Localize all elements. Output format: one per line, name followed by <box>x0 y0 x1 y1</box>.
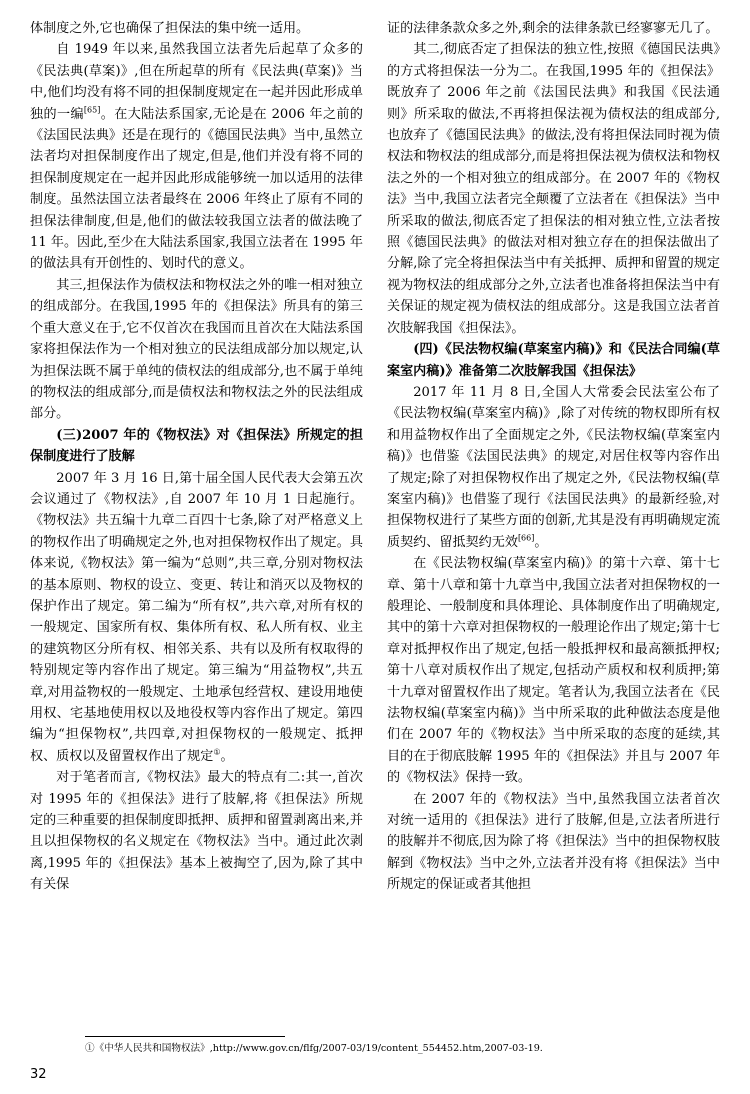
body-paragraph: 对于笔者而言,《物权法》最大的特点有二:其一,首次对 1995 年的《担保法》进行了肢解,将《担保法》所规定的三种重要的担保制度即抵押、质押和留置剥离出来,并且以担保物权的名义规定在《物权法》当中。通过此次剥离,1995 年的《担保法》基本上被掏空了,因为,除了其中有关保 <box>30 770 363 893</box>
right-text-column <box>387 18 720 1028</box>
section-heading: (四)《民法物权编(草案室内稿)》和《民法合同编(草案室内稿)》准备第二次肢解我国《担保法》 <box>387 342 720 379</box>
left-text-column <box>30 18 363 1028</box>
body-paragraph: 2017 年 11 月 8 日,全国人大常委会民法室公布了《民法物权编(草案室内稿)》,除了对传统的物权即所有权和用益物权作出了全面规定之外,《民法物权编(草案室内稿)》也借鉴《法国民法典》的规定,对居住权等内容作出了规定;除了对担保物权作出了规定之外,《民法物权编(草案室内稿)》也借鉴了现行《法国民法典》的最新经验,对担保物权进行了某些方面的创新,尤其是没有再明确规定流质契约、留抵契约无效[66]。 <box>387 384 720 550</box>
footnote-divider <box>85 1036 285 1037</box>
footnote-text: ①《中华人民共和国物权法》,http://www.gov.cn/flfg/2007-03/19/content_554452.htm,2007-03-19. <box>85 1043 543 1054</box>
body-paragraph: 2007 年 3 月 16 日,第十届全国人民代表大会第五次会议通过了《物权法》,自 2007 年 10 月 1 日起施行。《物权法》共五编十九章二百四十七条,除了对严格意义上的物权作出了明确规定之外,也对担保物权作出了规定。具体来说,《物权法》第一编为“总则”,共三章,分别对物权法的基本原则、物权的设立、变更、转让和消灭以及物权的保护作出了规定。第二编为“所有权”,共六章,对所有权的一般规定、国家所有权、集体所有权、私人所有权、业主的建筑物区分所有权、相邻关系、共有以及所有权取得的特别规定等内容作出了规定。第三编为“用益物权”,共五章,对用益物权的一般规定、土地承包经营权、建设用地使用权、宅基地使用权以及地役权等内容作出了规定。第四编为“担保物权”,共四章,对担保物权的一般规定、抵押权、质权以及留置权作出了规定①。 <box>30 470 363 764</box>
body-paragraph: 自 1949 年以来,虽然我国立法者先后起草了众多的《民法典(草案)》,但在所起草的所有《民法典(草案)》当中,他们均没有将不同的担保制度规定在一起并因此形成单独的一编[65]。在大陆法系国家,无论是在 2006 年之前的《法国民法典》还是在现行的《德国民法典》当中,虽然立法者均对担保制度作出了规定,但是,他们并没有将不同的担保制度规定在一起并因此形成能够统一加以适用的法律制度。虽然法国立法者最终在 2006 年终止了原有不同的担保法律制度,但是,他们的做法较我国立法者的做法晚了 11 年。因此,至少在大陆法系国家,我国立法者在 1995 年的做法具有开创性的、划时代的意义。 <box>30 42 363 272</box>
body-paragraph: 其二,彻底否定了担保法的独立性,按照《德国民法典》的方式将担保法一分为二。在我国,1995 年的《担保法》既放弃了 2006 年之前《法国民法典》和我国《民法通则》所采取的做法,不再将担保法视为债权法的组成部分,也放弃了《德国民法典》的做法,没有将担保法同时视为债权法和物权法的组成部分,而是将担保法视为债权法和物权法之外的一个相对独立的组成部分。在 2007 年的《物权法》当中,我国立法者完全颠覆了立法者在《担保法》当中所采取的做法,彻底否定了担保法的相对独立性,立法者按照《德国民法典》的做法对相对独立存在的担保法做出了分解,除了完全将担保法当中有关抵押、质押和留置的规定视为物权法的组成部分之外,立法者也准备将担保法当中有关保证的规定视为债权法的组成部分。这是我国立法者首次肢解我国《担保法》。 <box>387 42 720 336</box>
section-heading: (三)2007 年的《物权法》对《担保法》所规定的担保制度进行了肢解 <box>30 427 363 465</box>
footnote-area <box>30 1036 720 1056</box>
body-paragraph: 在 2007 年的《物权法》当中,虽然我国立法者首次对统一适用的《担保法》进行了肢解,但是,立法者所进行的肢解并不彻底,因为除了将《担保法》当中的担保物权肢解到《物权法》当中之外,立法者并没有将《担保法》当中所规定的保证或者其他担 <box>387 791 720 893</box>
body-paragraph: 体制度之外,它也确保了担保法的集中统一适用。 <box>30 21 310 36</box>
page-number: 32 <box>30 1067 47 1082</box>
body-paragraph: 在《民法物权编(草案室内稿)》的第十六章、第十七章、第十八章和第十九章当中,我国立法者对担保物权的一般理论、一般制度和具体理论、具体制度作出了明确规定,其中的第十六章对担保物权的一般理论作出了规定;第十七章对抵押权作出了规定,包括一般抵押权和最高额抵押权;第十八章对质权作出了规定,包括动产质权和权利质押;第十九章对留置权作出了规定。笔者认为,我国立法者在《民法物权编(草案室内稿)》当中所采取的此种做法态度是他们在 2007 年的《物权法》当中所采取的态度的延续,其目的在于彻底肢解 1995 年的《担保法》并且与 2007 年的《物权法》保持一致。 <box>387 556 720 786</box>
body-paragraph: 证的法律条款众多之外,剩余的法律条款已经寥寥无几了。 <box>387 21 719 36</box>
two-column-layout <box>30 18 720 1028</box>
body-paragraph: 其三,担保法作为债权法和物权法之外的唯一相对独立的组成部分。在我国,1995 年的《担保法》所具有的第三个重大意义在于,它不仅首次在我国而且首次在大陆法系国家将担保法作为一个相对独立的民法组成部分加以规定,认为担保法既不属于单纯的债权法的组成部分,也不属于单纯的物权法的组成部分,而是债权法和物权法之外的民法组成部分。 <box>30 277 363 422</box>
